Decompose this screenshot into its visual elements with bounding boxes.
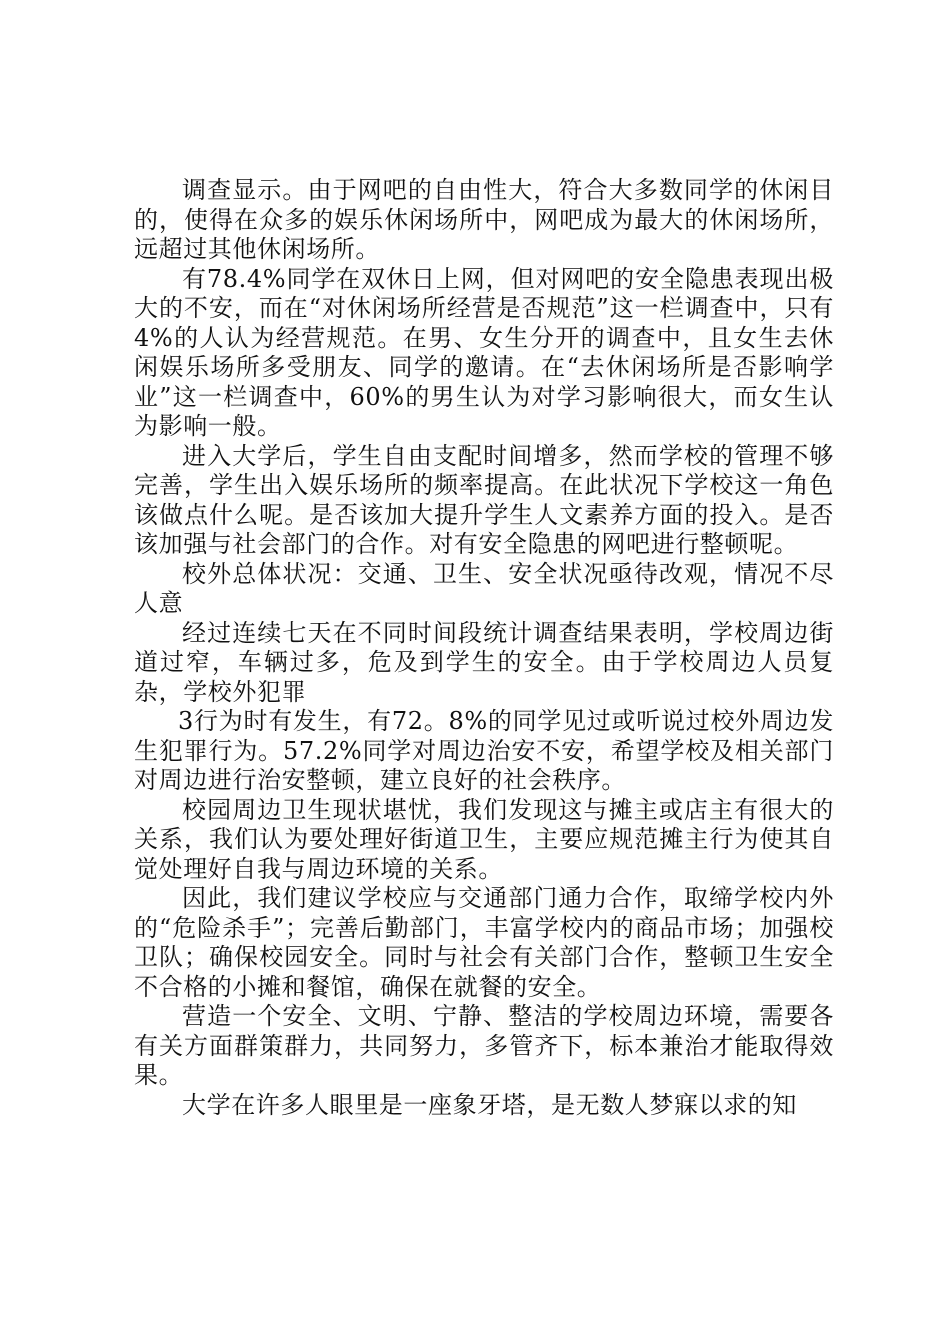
paragraph-7: 校园周边卫生现状堪忧，我们发现这与摊主或店主有很大的关系，我们认为要处理好街道卫生，主要应规范摊主行为使其自觉处理好自我与周边环境的关系。	[134, 795, 834, 883]
paragraph-8: 因此，我们建议学校应与交通部门通力合作，取缔学校内外的“危险杀手”；完善后勤部门，丰富学校内的商品市场；加强校卫队；确保校园安全。同时与社会有关部门合作，整顿卫生安全不合格的小摊和餐馆，确保在就餐的安全。	[134, 884, 834, 1001]
paragraph-4: 校外总体状况：交通、卫生、安全状况亟待改观，情况不尽人意	[134, 559, 834, 617]
paragraph-9: 营造一个安全、文明、宁静、整洁的学校周边环境，需要各有关方面群策群力，共同努力，多管齐下，标本兼治才能取得效果。	[134, 1002, 834, 1089]
paragraph-6: 3行为时有发生，有72。8%的同学见过或听说过校外周边发生犯罪行为。57.2%同学对周边治安不安，希望学校及相关部门对周边进行治安整顿，建立良好的社会秩序。	[134, 707, 834, 794]
document-body	[134, 176, 834, 1120]
paragraph-10: 大学在许多人眼里是一座象牙塔，是无数人梦寐以求的知	[182, 1090, 797, 1119]
paragraph-1: 调查显示。由于网吧的自由性大，符合大多数同学的休闲目的，使得在众多的娱乐休闲场所中，网吧成为最大的休闲场所，远超过其他休闲场所。	[134, 176, 834, 263]
paragraph-2: 有78.4%同学在双休日上网，但对网吧的安全隐患表现出极大的不安，而在“对休闲场所经营是否规范”这一栏调查中，只有4%的人认为经营规范。在男、女生分开的调查中，且女生去休闲娱乐场所多受朋友、同学的邀请。在“去休闲场所是否影响学业”这一栏调查中，60%的男生认为对学习影响很大，而女生认为影响一般。	[134, 264, 834, 440]
paragraph-5: 经过连续七天在不同时间段统计调查结果表明，学校周边街道过窄，车辆过多，危及到学生的安全。由于学校周边人员复杂，学校外犯罪	[134, 618, 834, 706]
paragraph-3: 进入大学后，学生自由支配时间增多，然而学校的管理不够完善，学生出入娱乐场所的频率提高。在此状况下学校这一角色该做点什么呢。是否该加大提升学生人文素养方面的投入。是否该加强与社会部门的合作。对有安全隐患的网吧进行整顿呢。	[134, 441, 834, 558]
